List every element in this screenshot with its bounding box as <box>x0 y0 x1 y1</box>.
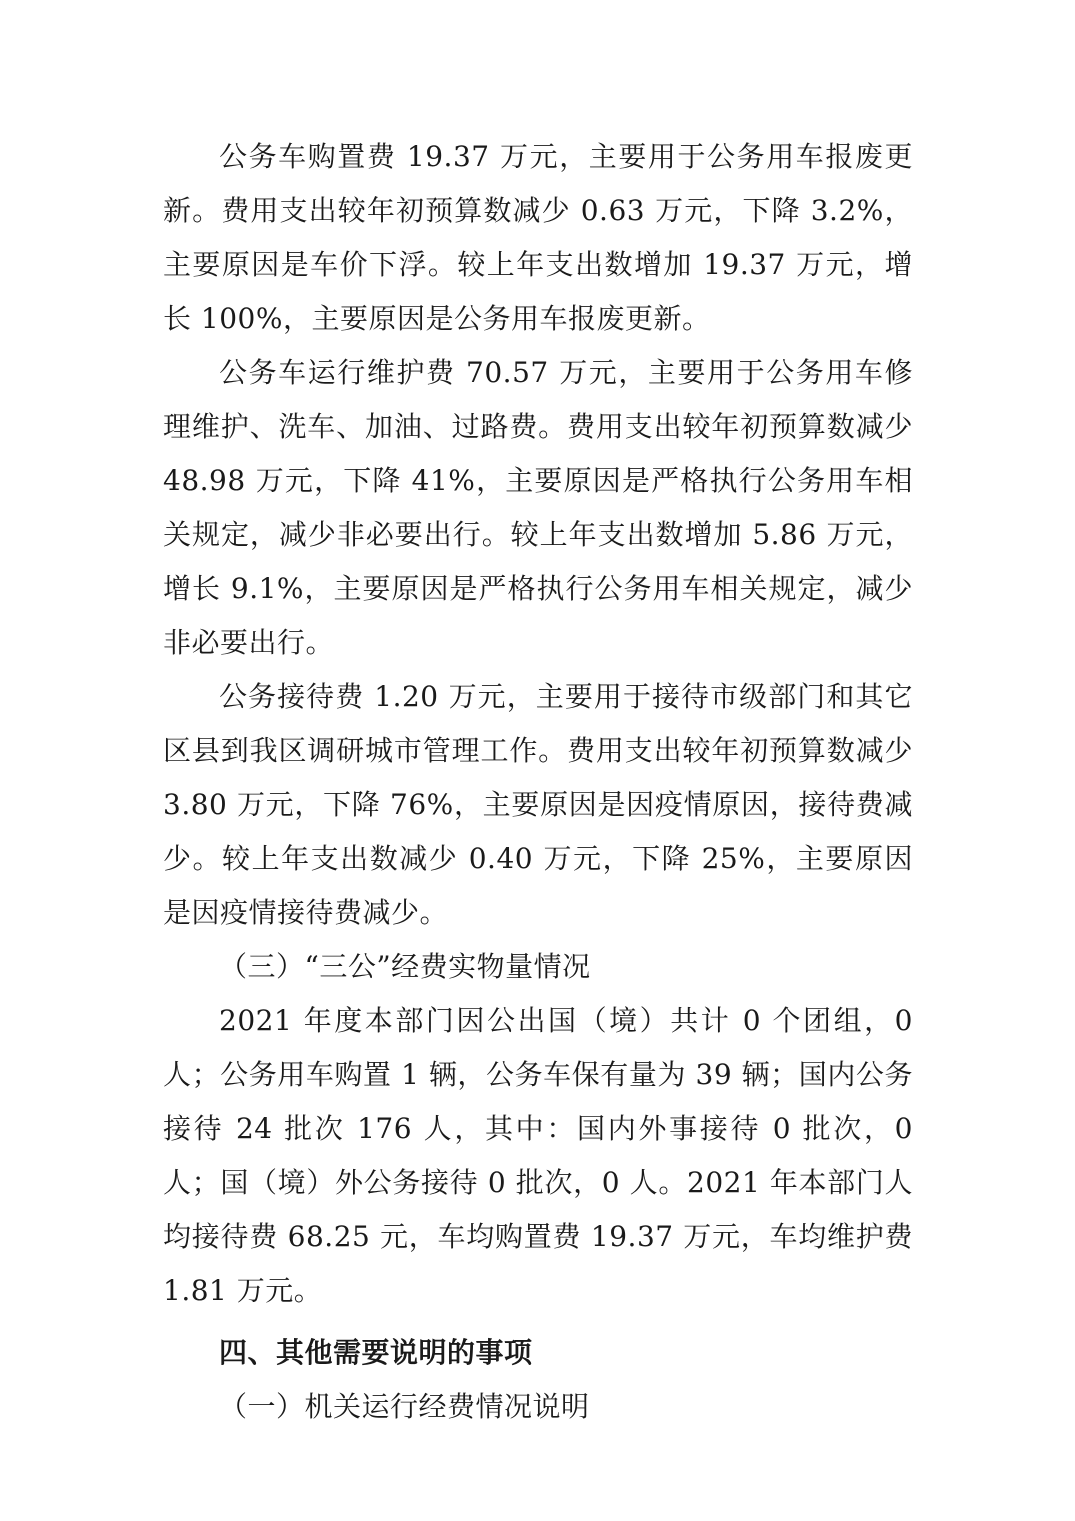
heading-three-public-quantity: （三）“三公”经费实物量情况 <box>219 950 591 983</box>
paragraph-vehicle-maintenance: 公务车运行维护费 70.57 万元，主要用于公务用车修理维护、洗车、加油、过路费。费用支出较年初预算数减少 48.98 万元，下降 41%，主要原因是严格执行公务用车相关规定，减少非必要出行。较上年支出数增加 5.86 万元，增长 9.1%，主要原因是严格执行公务用车相关规定，减少非必要出行。 <box>163 356 913 659</box>
document-page <box>163 130 913 1434</box>
heading-other-matters: 四、其他需要说明的事项 <box>219 1336 533 1369</box>
paragraph-reception-expense: 公务接待费 1.20 万元，主要用于接待市级部门和其它区县到我区调研城市管理工作。费用支出较年初预算数减少 3.80 万元，下降 76%，主要原因是因疫情原因，接待费减少。较上年支出数减少 0.40 万元，下降 25%，主要原因是因疫情接待费减少。 <box>163 680 913 929</box>
heading-operating-expenses: （一）机关运行经费情况说明 <box>219 1390 590 1423</box>
paragraph-quantity-summary: 2021 年度本部门因公出国（境）共计 0 个团组，0 人；公务用车购置 1 辆，公务车保有量为 39 辆；国内公务接待 24 批次 176 人，其中：国内外事接待 0 批次，0 人；国（境）外公务接待 0 批次，0 人。2021 年本部门人均接待费 68.25 元，车均购置费 19.37 万元，车均维护费 1.81 万元。 <box>163 1004 913 1307</box>
paragraph-vehicle-purchase: 公务车购置费 19.37 万元，主要用于公务用车报废更新。费用支出较年初预算数减少 0.63 万元，下降 3.2%，主要原因是车价下浮。较上年支出数增加 19.37 万元，增长 100%，主要原因是公务用车报废更新。 <box>163 140 913 335</box>
